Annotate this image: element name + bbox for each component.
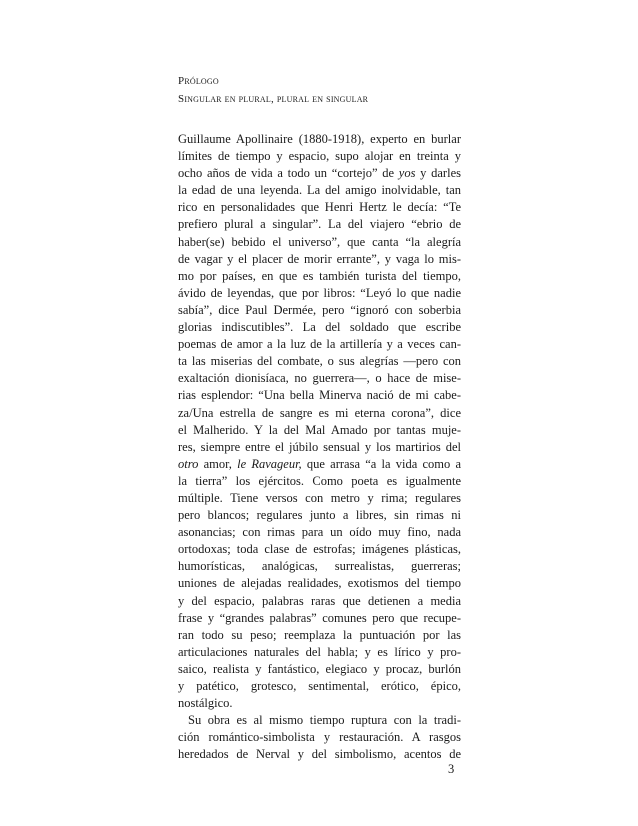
text-line: uniones de alejadas realidades, exotismos del tiempo [178, 576, 461, 591]
text-line: humorísticas, analógicas, surrealistas, guerreras; [178, 559, 461, 574]
text-line: asonancias; con rimas para un oído muy fino, nada [178, 525, 461, 540]
text-line: poemas de amor a la luz de la artillería y a veces can- [178, 337, 461, 352]
text-line: otro amor, le Ravageur, que arrasa “a la vida como a [178, 456, 462, 471]
section-title: Prólogo [178, 75, 219, 87]
text-line: ocho años de vida a todo un “cortejo” de yos y darles [178, 166, 461, 181]
text-line: y patético, grotesco, sentimental, erótico, épico, [178, 679, 461, 693]
text-line: múltiple. Tiene versos con metro y rima; regulares [178, 490, 461, 505]
text-line: res, siempre entre el júbilo sensual y los martirios del [178, 439, 461, 454]
text-line: frase y “grandes palabras” comunes pero que recupe- [178, 610, 461, 625]
body-text [178, 131, 461, 763]
text-line: nostálgico. [178, 696, 233, 711]
text-line: ran todo su peso; reemplaza la puntuación por las [178, 627, 461, 642]
text-line: y del espacio, palabras raras que detienen a media [178, 593, 461, 608]
text-line: heredados de Nerval y del simbolismo, acentos de [178, 747, 461, 762]
text-line: de vagar y el placer de morir errante”, y vaga lo mis- [178, 251, 461, 266]
text-line: ción romántico-simbolista y restauración. A rasgos [178, 730, 461, 745]
text-line: saico, realista y fantástico, elegiaco y procaz, burlón [178, 661, 461, 676]
text-line: mo por países, en que es también turista del tiempo, [178, 268, 461, 283]
text-line: sabía”, dice Paul Dermée, pero “ignoró con soberbia [178, 302, 461, 317]
text-line: la tierra” los ejércitos. Como poeta es igualmente [178, 473, 461, 488]
text-line: rico en personalidades que Henri Hertz le decía: “Te [178, 200, 461, 215]
text-line: ávido de leyendas, que por libros: “Leyó lo que nadie [178, 285, 461, 300]
text-line: za/Una estrella de sangre es mi eterna corona”, dice [178, 405, 461, 420]
text-line: ortodoxas; toda clase de estrofas; imágenes plásticas, [178, 542, 461, 557]
text-line: Guillaume Apollinaire (1880-1918), experto en burlar [178, 132, 461, 146]
text-line: ta las miserias del combate, o sus alegrías —pero con [178, 354, 461, 369]
text-line: la edad de una leyenda. La del amigo inolvidable, tan [178, 183, 461, 198]
text-line: glorias indiscutibles”. La del soldado que escribe [178, 320, 461, 335]
text-line: límites de tiempo y espacio, supo alojar en treinta y [178, 149, 461, 164]
text-line: articulaciones naturales del habla; y es lírico y pro- [178, 644, 461, 659]
text-line: Su obra es al mismo tiempo ruptura con la tradi- [188, 713, 461, 728]
text-line: prefiero plural a singular”. La del viajero “ebrio de [178, 217, 461, 232]
text-line: haber(se) bebido el universo”, que canta “la alegría [178, 234, 461, 249]
text-line: pero blancos; regulares junto a libres, sin rimas ni [178, 508, 461, 523]
text-line: exaltación dionisíaca, no guerrera—, o hace de mise- [178, 371, 461, 386]
section-subtitle: Singular en plural, plural en singular [178, 93, 369, 105]
text-line: el Malherido. Y la del Mal Amado por tantas muje- [178, 422, 461, 437]
text-line: rias esplendor: “Una bella Minerva nació de mi cabe- [178, 388, 461, 403]
page-number: 3 [448, 762, 455, 776]
page-header [178, 72, 368, 108]
